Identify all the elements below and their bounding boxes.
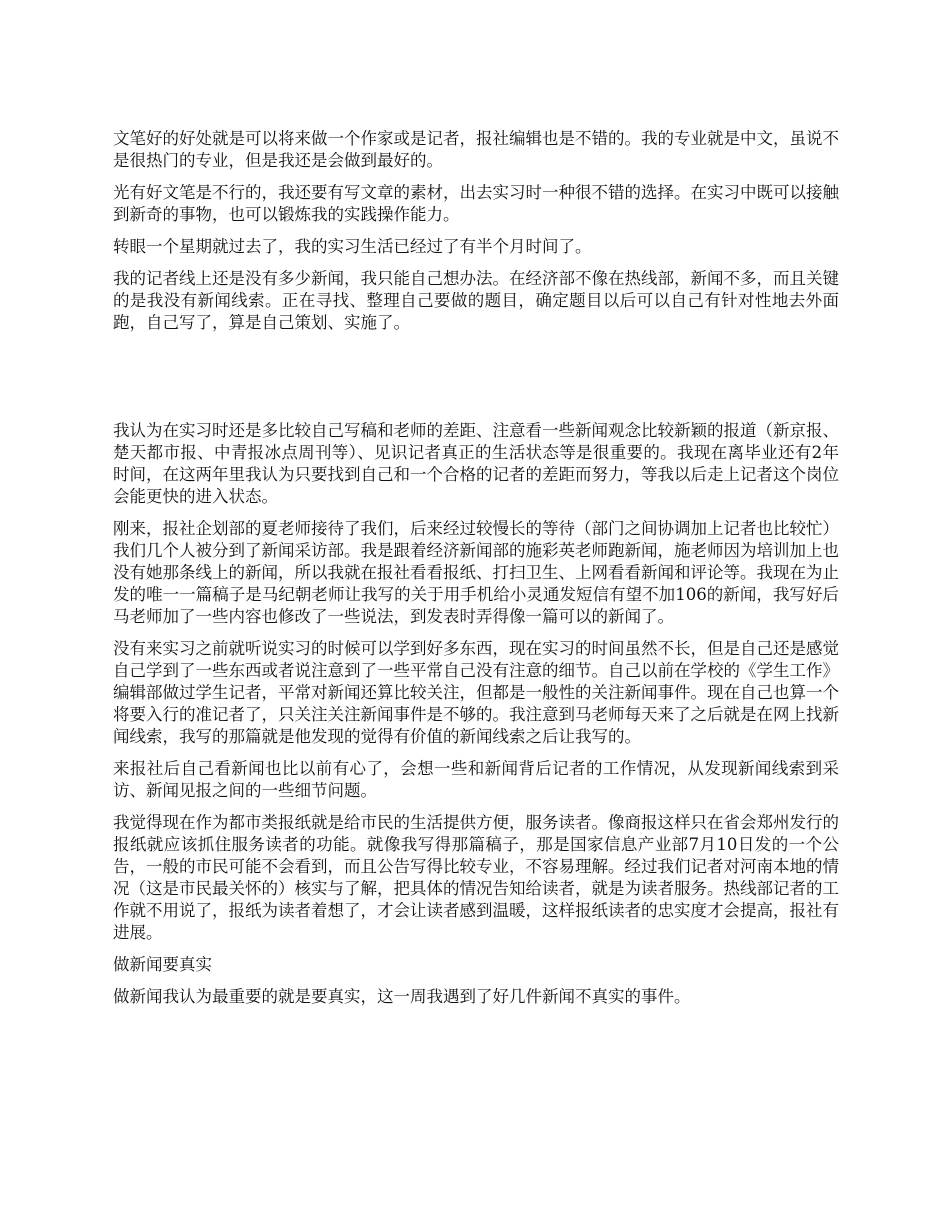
paragraph: 我觉得现在作为都市类报纸就是给市民的生活提供方便，服务读者。像商报这样只在省会郑州发行的报纸就应该抓住服务读者的功能。就像我写得那篇稿子，那是国家信息产业部7月10日发的一个公告，一般的市民可能不会看到，而且公告写得比较专业，不容易理解。经过我们记者对河南本地的情况（这是市民最关怀的）核实与了解，把具体的情况告知给读者，就是为读者服务。热线部记者的工作就不用说了，报纸为读者着想了，才会让读者感到温暖，这样报纸读者的忠实度才会提高，报社有进展。 <box>113 813 839 942</box>
paragraph: 刚来，报社企划部的夏老师接待了我们，后来经过较慢长的等待（部门之间协调加上记者也比较忙）我们几个人被分到了新闻采访部。我是跟着经济新闻部的施彩英老师跑新闻，施老师因为培训加上也没有她那条线上的新闻，所以我就在报社看看报纸、打扫卫生、上网看看新闻和评论等。我现在为止发的唯一一篇稿子是马纪朝老师让我写的关于用手机给小灵通发短信有望不加106的新闻，我写好后马老师加了一些内容也修改了一些说法，到发表时弄得像一篇可以的新闻了。 <box>113 519 839 626</box>
paragraph: 没有来实习之前就听说实习的时候可以学到好多东西，现在实习的时间虽然不长，但是自己还是感觉自己学到了一些东西或者说注意到了一些平常自己没有注意的细节。自己以前在学校的《学生工作》编辑部做过学生记者，平常对新闻还算比较关注，但都是一般性的关注新闻事件。现在自己也算一个将要入行的准记者了，只关注关注新闻事件是不够的。我注意到马老师每天来了之后就是在网上找新闻线索，我写的那篇就是他发现的觉得有价值的新闻线索之后让我写的。 <box>113 639 839 746</box>
section-heading: 做新闻要真实 <box>113 955 212 974</box>
paragraph: 做新闻我认为最重要的就是要真实，这一周我遇到了好几件新闻不真实的事件。 <box>113 987 691 1006</box>
paragraph: 转眼一个星期就过去了，我的实习生活已经过了有半个月时间了。 <box>113 237 592 256</box>
paragraph: 来报社后自己看新闻也比以前有心了，会想一些和新闻背后记者的工作情况，从发现新闻线索到采访、新闻见报之间的一些细节问题。 <box>113 759 839 800</box>
paragraph: 我的记者线上还是没有多少新闻，我只能自己想办法。在经济部不像在热线部，新闻不多，而且关键的是我没有新闻线索。正在寻找、整理自己要做的题目，确定题目以后可以自己有针对性地去外面跑，自己写了，算是自己策划、实施了。 <box>113 269 839 332</box>
paragraph: 文笔好的好处就是可以将来做一个作家或是记者，报社编辑也是不错的。我的专业就是中文，虽说不是很热门的专业，但是我还是会做到最好的。 <box>113 129 839 170</box>
paragraph: 光有好文笔是不行的，我还要有写文章的素材，出去实习时一种很不错的选择。在实习中既可以接触到新奇的事物，也可以锻炼我的实践操作能力。 <box>113 183 839 224</box>
document-page <box>113 128 839 1018</box>
section-gap <box>113 344 839 420</box>
paragraph: 我认为在实习时还是多比较自己写稿和老师的差距、注意看一些新闻观念比较新颖的报道（新京报、楚天都市报、中青报冰点周刊等）、见识记者真正的生活状态等是很重要的。我现在离毕业还有2年时间，在这两年里我认为只要找到自己和一个合格的记者的差距而努力，等我以后走上记者这个岗位会能更快的进入状态。 <box>113 421 839 506</box>
